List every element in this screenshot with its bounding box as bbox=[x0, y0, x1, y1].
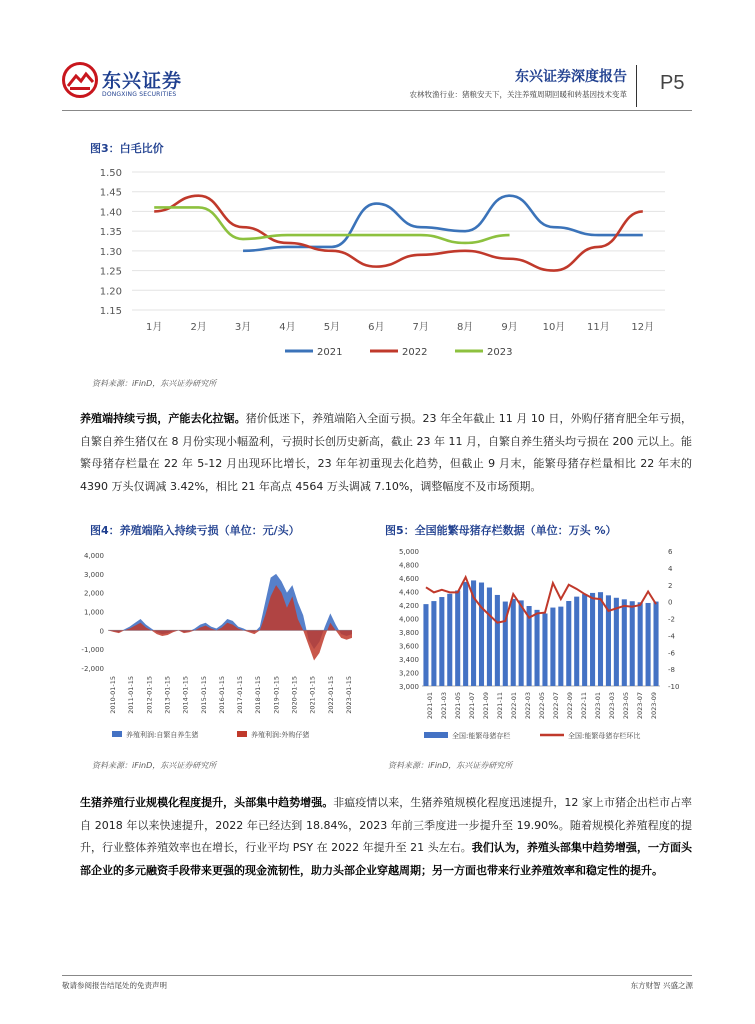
x-tick-label: 2014-01-15 bbox=[181, 676, 190, 714]
bar bbox=[622, 599, 627, 686]
page-number: P5 bbox=[660, 72, 685, 94]
x-tick-label: 2021-11 bbox=[496, 692, 504, 720]
y-tick-label: 3,600 bbox=[398, 642, 419, 651]
bar bbox=[511, 599, 516, 686]
y-tick-label: 1.15 bbox=[99, 306, 122, 317]
y-tick-label: -2,000 bbox=[81, 665, 104, 673]
legend-label: 全国:能繁母猪存栏 bbox=[452, 732, 511, 740]
figure-3-source: 资料来源：iFinD，东兴证券研究所 bbox=[92, 379, 217, 388]
figure-5-title: 图5：全国能繁母猪存栏数据（单位：万头 %） bbox=[385, 524, 617, 537]
figure-3-title: 图3：白毛比价 bbox=[90, 142, 164, 155]
bar bbox=[582, 594, 587, 686]
x-tick-label: 2023-01-15 bbox=[345, 676, 353, 714]
paragraph-concentration bbox=[80, 792, 692, 882]
paragraph-concentration-body: 非瘟疫情以来，生猪养殖规模化程度迅速提升，12 家上市猪企出栏市占率自 2018 年以来快速提升，2022 年已经达到 18.84%，2023 年前三季度进一步提升至 19.90%。随着规模化养殖程度的提升，行业整体养殖效率也在增长，行业平均 PSY 在 2022 年提升至 21 头左右。 bbox=[80, 796, 692, 854]
x-tick-label: 2021-07 bbox=[468, 692, 476, 720]
y2-tick-label: -4 bbox=[668, 632, 675, 641]
y2-tick-label: -10 bbox=[668, 683, 680, 691]
bar bbox=[519, 600, 524, 686]
legend-label: 2022 bbox=[402, 347, 428, 358]
x-tick-label: 2016-01-15 bbox=[217, 676, 226, 714]
x-tick-label: 2023-03 bbox=[608, 692, 616, 720]
legend-swatch bbox=[424, 732, 448, 738]
y-tick-label: 3,800 bbox=[398, 629, 419, 637]
x-tick-label: 12月 bbox=[631, 322, 655, 333]
figure-4-title: 图4：养殖端陷入持续亏损（单位：元/头） bbox=[90, 524, 300, 537]
y-tick-label: 3,000 bbox=[398, 683, 419, 691]
price-ratio-line-chart bbox=[80, 160, 680, 370]
legend-label: 2023 bbox=[487, 347, 513, 358]
legend-label: 全国:能繁母猪存栏环比 bbox=[568, 732, 641, 740]
x-tick-label: 2012-01-15 bbox=[145, 676, 154, 714]
bar bbox=[463, 582, 468, 686]
y-tick-label: 3,200 bbox=[398, 669, 419, 678]
x-tick-label: 2023-07 bbox=[636, 692, 644, 720]
bar bbox=[495, 595, 500, 686]
series-line-2021 bbox=[243, 196, 643, 251]
x-tick-label: 2022-11 bbox=[580, 692, 588, 720]
x-tick-label: 2011-01-15 bbox=[127, 676, 136, 714]
x-tick-label: 2023-09 bbox=[650, 692, 658, 720]
x-tick-label: 2017-01-15 bbox=[236, 676, 245, 714]
legend-label: 养殖利润:自繁自养生猪 bbox=[126, 731, 199, 739]
x-tick-label: 2022-05 bbox=[538, 692, 546, 720]
bar bbox=[479, 583, 484, 686]
y-tick-label: 4,800 bbox=[398, 561, 419, 570]
y-tick-label: 4,600 bbox=[398, 575, 419, 583]
bar bbox=[542, 614, 547, 686]
x-tick-label: 2022-01 bbox=[510, 692, 518, 720]
x-tick-label: 2022-09 bbox=[566, 692, 574, 720]
y-tick-label: 1.20 bbox=[99, 286, 122, 298]
bar bbox=[487, 588, 492, 686]
bar bbox=[558, 607, 563, 686]
y-tick-label: 1.25 bbox=[99, 266, 122, 278]
footer-disclaimer: 敬请参阅报告结尾处的免责声明 bbox=[62, 981, 167, 990]
x-tick-label: 2月 bbox=[190, 322, 207, 333]
y2-tick-label: -2 bbox=[668, 615, 675, 624]
x-tick-label: 3月 bbox=[234, 322, 252, 333]
x-tick-label: 5月 bbox=[323, 322, 341, 333]
header-rule bbox=[62, 110, 692, 111]
series-line-2023 bbox=[154, 207, 509, 242]
footer-slogan: 东方财智 兴盛之源 bbox=[630, 981, 693, 990]
mom-change-line bbox=[426, 577, 656, 623]
x-tick-label: 2021-01 bbox=[426, 692, 434, 720]
x-tick-label: 2022-01-15 bbox=[326, 676, 335, 714]
bar bbox=[638, 602, 643, 686]
y2-tick-label: 2 bbox=[668, 581, 673, 590]
x-tick-label: 8月 bbox=[456, 322, 474, 333]
x-tick-label: 2018-01-15 bbox=[254, 676, 263, 714]
y-tick-label: 1.35 bbox=[99, 227, 122, 239]
y-tick-label: 1.30 bbox=[99, 246, 122, 258]
x-tick-label: 2020-01-15 bbox=[290, 676, 299, 714]
header-divider bbox=[636, 65, 637, 107]
y-tick-label: 1,000 bbox=[83, 608, 104, 617]
bar bbox=[574, 597, 579, 686]
y-tick-label: 3,000 bbox=[83, 570, 104, 579]
legend-swatch bbox=[237, 731, 247, 737]
x-tick-label: 2021-03 bbox=[440, 692, 448, 720]
footer-rule bbox=[62, 975, 692, 976]
bar bbox=[534, 610, 539, 686]
bar bbox=[431, 601, 436, 686]
x-tick-label: 2022-03 bbox=[524, 692, 532, 720]
bar bbox=[646, 603, 651, 686]
y-tick-label: 5,000 bbox=[398, 548, 419, 556]
brand-name-en: DONGXING SECURITIES bbox=[102, 91, 177, 98]
sow-inventory-chart bbox=[380, 545, 692, 750]
farming-loss-area-chart bbox=[62, 545, 362, 750]
company-logo-icon bbox=[62, 62, 98, 98]
x-tick-label: 2010-01-15 bbox=[109, 676, 117, 714]
bar bbox=[614, 598, 619, 686]
y-tick-label: 4,000 bbox=[398, 615, 419, 624]
report-subtitle: 农林牧渔行业：猪粮安天下，关注养殖周期回暖和转基因技术变革 bbox=[409, 90, 627, 99]
bar bbox=[439, 597, 444, 686]
y-tick-label: 0 bbox=[99, 627, 104, 636]
bar bbox=[550, 608, 555, 686]
y2-tick-label: -8 bbox=[668, 666, 675, 675]
x-tick-label: 2021-09 bbox=[482, 692, 490, 720]
y2-tick-label: 6 bbox=[668, 548, 673, 556]
paragraph-capacity bbox=[80, 408, 692, 498]
paragraph-capacity-body: 猪价低迷下，养殖端陷入全面亏损。23 年全年截止 11 月 10 日，外购仔猪育肥全年亏损，自繁自养生猪仅在 8 月份实现小幅盈利，亏损时长创历史新高，截止 23 年 11 月，自繁自养生猪头均亏损在 200 元以上。能繁母猪存栏量在 22 年 5-12 月出现环比增长，23 年年初重现去化趋势，但截止 9 月末，能繁母猪存栏量相比 22 年末的 4390 万头仅调减 3.42%，相比 21 年高点 4564 万头调减 7.10%，调整幅度不及市场预期。 bbox=[80, 412, 692, 493]
x-tick-label: 9月 bbox=[501, 322, 518, 333]
x-tick-label: 2013-01-15 bbox=[163, 676, 172, 714]
bar bbox=[455, 590, 460, 686]
x-tick-label: 10月 bbox=[542, 322, 566, 333]
bar bbox=[447, 594, 452, 686]
legend-swatch bbox=[112, 731, 122, 737]
x-tick-label: 2015-01-15 bbox=[199, 676, 208, 714]
y-tick-label: 2,000 bbox=[83, 589, 104, 598]
x-tick-label: 1月 bbox=[146, 322, 163, 333]
paragraph-concentration-lead: 生猪养殖行业规模化程度提升，头部集中趋势增强。 bbox=[80, 796, 334, 809]
x-tick-label: 2021-05 bbox=[454, 692, 462, 720]
bar bbox=[630, 601, 635, 686]
bar bbox=[566, 601, 571, 686]
x-tick-label: 2023-01 bbox=[594, 692, 602, 720]
x-tick-label: 2022-07 bbox=[552, 692, 560, 720]
x-tick-label: 4月 bbox=[279, 322, 296, 333]
report-title: 东兴证券深度报告 bbox=[515, 69, 627, 85]
x-tick-label: 2023-05 bbox=[622, 692, 630, 720]
legend-label: 养殖利润:外购仔猪 bbox=[251, 731, 310, 739]
y-tick-label: 3,400 bbox=[398, 656, 419, 664]
bar bbox=[598, 592, 603, 686]
bar bbox=[653, 602, 658, 686]
y2-tick-label: 4 bbox=[668, 564, 673, 573]
y-tick-label: 1.40 bbox=[99, 207, 122, 219]
x-tick-label: 2019-01-15 bbox=[272, 676, 281, 714]
y2-tick-label: -6 bbox=[668, 649, 675, 658]
y-tick-label: 1.45 bbox=[99, 187, 122, 199]
figure-5-source: 资料来源：iFinD，东兴证券研究所 bbox=[388, 761, 513, 770]
x-tick-label: 7月 bbox=[412, 322, 429, 333]
y2-tick-label: 0 bbox=[668, 598, 673, 607]
y-tick-label: 4,000 bbox=[83, 552, 104, 560]
bar bbox=[590, 593, 595, 686]
y-tick-label: 4,200 bbox=[398, 602, 419, 610]
legend-label: 2021 bbox=[317, 347, 343, 358]
y-tick-label: -1,000 bbox=[81, 646, 104, 655]
bar bbox=[423, 604, 428, 686]
x-tick-label: 2021-01-15 bbox=[308, 676, 317, 714]
x-tick-label: 11月 bbox=[587, 322, 610, 333]
paragraph-capacity-lead: 养殖端持续亏损，产能去化拉锯。 bbox=[80, 412, 246, 425]
x-tick-label: 6月 bbox=[368, 322, 385, 333]
y-tick-label: 1.50 bbox=[99, 168, 122, 179]
paragraph-concentration-conclusion: 我们认为，养殖头部集中趋势增强，一方面头部企业的多元融资手段带来更强的现金流韧性，助力头部企业穿越周期；另一方面也带来行业养殖效率和稳定性的提升。 bbox=[80, 841, 692, 877]
y-tick-label: 4,400 bbox=[398, 588, 419, 597]
brand-name: 东兴证券 bbox=[102, 70, 183, 92]
figure-4-source: 资料来源：iFinD，东兴证券研究所 bbox=[92, 761, 217, 770]
